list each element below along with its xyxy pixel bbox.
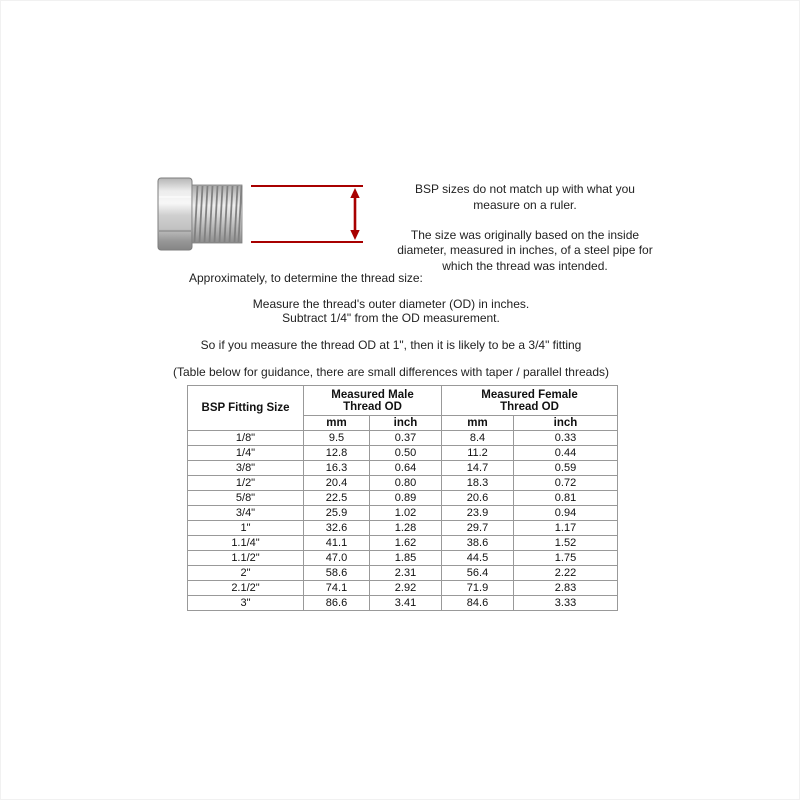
table-cell-female_inch: 2.83 [514,581,618,596]
table-cell-female_mm: 71.9 [442,581,514,596]
unit-header-male-inch: inch [370,416,442,431]
diagram-section [157,177,659,275]
intro-paragraph-2: The size was originally based on the inside diameter, measured in inches, of a steel pipe for which the thread was intended. [397,227,653,274]
table-cell-male_inch: 0.64 [370,461,442,476]
table-row [188,461,618,476]
table-cell-male_inch: 2.31 [370,566,442,581]
table-cell-female_mm: 29.7 [442,521,514,536]
table-cell-male_mm: 32.6 [304,521,370,536]
table-cell-female_mm: 18.3 [442,476,514,491]
table-row [188,596,618,611]
table-row [188,581,618,596]
table-cell-male_mm: 86.6 [304,596,370,611]
table-cell-size: 3" [188,596,304,611]
table-cell-female_mm: 23.9 [442,506,514,521]
bsp-size-table [187,385,618,611]
pipe-fitting-illustration [157,177,245,251]
table-cell-male_mm: 22.5 [304,491,370,506]
table-cell-female_inch: 0.94 [514,506,618,521]
table-cell-female_mm: 14.7 [442,461,514,476]
col-header-bsp-size: BSP Fitting Size [188,386,304,431]
col-header-female [442,386,618,416]
table-row [188,476,618,491]
table-cell-male_inch: 0.89 [370,491,442,506]
unit-header-female-inch: inch [514,416,618,431]
table-cell-male_inch: 0.80 [370,476,442,491]
table-cell-female_inch: 0.44 [514,446,618,461]
table-row [188,521,618,536]
table-cell-size: 1/4" [188,446,304,461]
table-cell-female_mm: 84.6 [442,596,514,611]
table-cell-male_mm: 41.1 [304,536,370,551]
table-cell-male_mm: 47.0 [304,551,370,566]
table-cell-male_mm: 9.5 [304,431,370,446]
table-cell-size: 1/8" [188,431,304,446]
table-cell-male_mm: 16.3 [304,461,370,476]
table-cell-male_mm: 12.8 [304,446,370,461]
intro-paragraph-1: BSP sizes do not match up with what you measure on a ruler. [415,182,635,212]
table-cell-size: 5/8" [188,491,304,506]
table-cell-male_inch: 1.28 [370,521,442,536]
table-cell-male_mm: 74.1 [304,581,370,596]
table-row [188,506,618,521]
table-cell-male_inch: 0.37 [370,431,442,446]
table-row [188,446,618,461]
table-cell-size: 3/4" [188,506,304,521]
table-cell-male_inch: 1.85 [370,551,442,566]
intro-text-block [391,177,659,275]
unit-header-female-mm: mm [442,416,514,431]
table-body [188,431,618,611]
table-cell-male_mm: 58.6 [304,566,370,581]
od-arrow-head-top [350,188,359,198]
table-header-row [188,386,618,416]
table-cell-male_inch: 1.62 [370,536,442,551]
col-header-female-text: Measured Female Thread OD [481,388,578,413]
table-row [188,491,618,506]
table-cell-male_inch: 0.50 [370,446,442,461]
table-cell-female_inch: 0.72 [514,476,618,491]
table-cell-male_inch: 2.92 [370,581,442,596]
table-cell-size: 1.1/2" [188,551,304,566]
table-cell-female_mm: 38.6 [442,536,514,551]
instruction-measure: Measure the thread's outer diameter (OD) in inches. [252,297,530,311]
table-cell-female_inch: 0.81 [514,491,618,506]
col-header-male [304,386,442,416]
table-cell-size: 3/8" [188,461,304,476]
od-arrow-head-bottom [350,230,359,240]
table-cell-male_inch: 1.02 [370,506,442,521]
table-cell-female_mm: 20.6 [442,491,514,506]
table-cell-male_inch: 3.41 [370,596,442,611]
hex-head [158,178,192,250]
od-measurement-graphic [251,177,373,251]
instruction-subtract: Subtract 1/4" from the OD measurement. [282,311,500,325]
table-row [188,551,618,566]
col-header-male-text: Measured Male Thread OD [331,388,414,413]
table-cell-female_inch: 1.75 [514,551,618,566]
table-cell-female_inch: 0.33 [514,431,618,446]
table-cell-male_mm: 20.4 [304,476,370,491]
table-cell-female_mm: 56.4 [442,566,514,581]
table-cell-size: 1/2" [188,476,304,491]
table-note: (Table below for guidance, there are small differences with taper / parallel threads) [172,365,609,379]
instruction-example: So if you measure the thread OD at 1", then it is likely to be a 3/4" fitting [200,338,582,352]
table-cell-female_inch: 1.17 [514,521,618,536]
table-cell-size: 1.1/4" [188,536,304,551]
table-cell-size: 1" [188,521,304,536]
table-row [188,536,618,551]
table-cell-female_mm: 8.4 [442,431,514,446]
table-cell-female_inch: 2.22 [514,566,618,581]
instruction-approximately: Approximately, to determine the thread size: [189,271,423,285]
table-cell-male_mm: 25.9 [304,506,370,521]
table-cell-female_inch: 0.59 [514,461,618,476]
table-cell-size: 2" [188,566,304,581]
table-cell-female_inch: 1.52 [514,536,618,551]
table-cell-female_mm: 44.5 [442,551,514,566]
table-row [188,566,618,581]
unit-header-male-mm: mm [304,416,370,431]
table-cell-size: 2.1/2" [188,581,304,596]
table-cell-female_inch: 3.33 [514,596,618,611]
table-cell-female_mm: 11.2 [442,446,514,461]
table-row [188,431,618,446]
instructions-block [1,271,781,379]
